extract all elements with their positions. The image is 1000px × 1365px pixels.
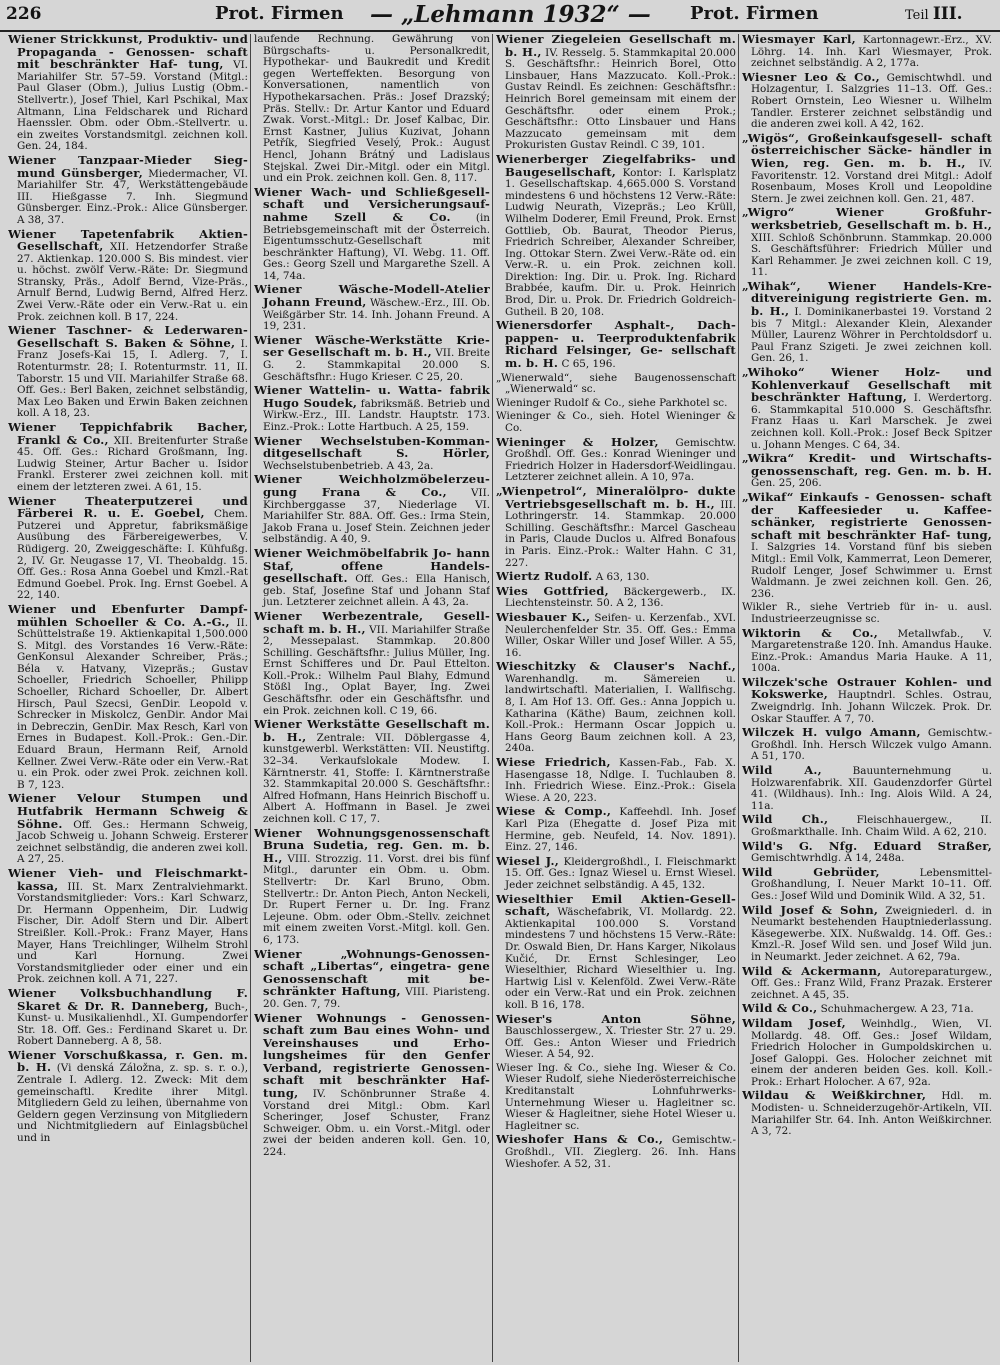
firm-name: Wiener Wohnungsgenossenschaft Bruna Sudetia, reg. Gen. m. b. H., — [254, 825, 490, 865]
directory-entry — [742, 674, 992, 725]
directory-columns — [0, 34, 1000, 1362]
directory-entry — [742, 34, 992, 70]
volume-prefix: Teil — [905, 8, 929, 23]
firm-details: XII. Breitenfurter Straße 45. Off. Ges.: Richard Großmann, Ing. Ludwig Steiner, Artur Bacher u. Isidor Frankl. Ersterer zwei zeichnen koll. mit einem der letzteren zwei. A 61, 15. — [17, 434, 248, 493]
firm-name: Wiener Strickkunst, Produktiv- und Propaganda - Genossen- schaft mit beschränkter Haf- tung, — [8, 34, 248, 72]
firm-name: Wiener Volksbuchhandlung F. Skaret & Dr. R. Danneberg, — [8, 985, 248, 1013]
firm-name: Wiesbauer K., — [496, 609, 591, 624]
directory-entry — [496, 571, 736, 584]
firm-details: Kassen-Fab., Fab. X. Hasengasse 18, Ndlge. I. Tuchlauben 8. Inh. Friedrich Wiese. Einz.-Prok.: Gisela Wiese. A 20, 223. — [505, 757, 736, 804]
firm-name: Wiener Weichholzmöbelerzeu- gung Frana & Co., — [254, 472, 490, 499]
page-header — [0, 0, 1000, 32]
column-2 — [254, 34, 490, 1362]
directory-entry — [8, 325, 248, 420]
directory-entry — [742, 727, 992, 763]
firm-details: VII. Kirchberggasse 37, Niederlage VI. Mariahilfer Str. 88A. Off. Ges.: Irma Stein, Jakob Frana u. Josef Stein. Zeichnen jeder selbständig. A 40, 9. — [263, 486, 490, 546]
directory-entry — [742, 765, 992, 812]
firm-name: Wilczek'sche Ostrauer Kohlen- und Kokswerke, — [742, 674, 992, 702]
directory-entry — [8, 601, 248, 792]
firm-name: Wiener Wäsche-Modell-Atelier Johann Freund, — [254, 282, 490, 310]
firm-name: Wild Josef & Sohn, — [742, 902, 879, 917]
firm-details: A 63, 130. — [595, 571, 650, 584]
running-head-center: — „Lehmann 1932“ — — [370, 1, 651, 28]
page-number: 226 — [6, 4, 42, 24]
firm-name: Wieschitzky & Clauser's Nachf., — [496, 659, 736, 674]
directory-entry — [742, 838, 992, 865]
volume-number: III. — [932, 4, 963, 24]
directory-entry — [496, 661, 736, 755]
firm-name: Wiener Werbezentrale, Gesell- schaft m. b. H., — [254, 608, 490, 636]
directory-entry — [8, 226, 248, 324]
firm-name: „Wikaf“ Einkaufs - Genossen- schaft der Kaffeesieder u. Kaffee- schänker, registrierte Genossen- schaft mit beschränkter Haf- tung, — [742, 489, 992, 542]
firm-name: Wiertz Rudolf. — [496, 569, 593, 584]
directory-entry — [254, 474, 490, 546]
firm-details: VIII. Piaristeng. 20. Gen. 7, 79. — [263, 986, 490, 1010]
directory-entry — [496, 398, 736, 410]
directory-entry — [496, 806, 736, 853]
directory-entry — [742, 1015, 992, 1089]
directory-entry — [742, 1090, 992, 1137]
directory-entry — [8, 422, 248, 494]
running-head-left: Prot. Firmen — [215, 3, 344, 24]
firm-details: Wieninger & Co., sieh. Hotel Wieninger & Co. — [496, 410, 736, 434]
directory-entry — [496, 483, 736, 569]
directory-entry — [254, 946, 490, 1011]
directory-entry — [742, 489, 992, 600]
firm-details: Kleidergroßhdl., I. Fleischmarkt 15. Off. Ges.: Ignaz Wiesel u. Ernst Wiesel. Jeder zeichnet selbständig. A 45, 132. — [505, 855, 736, 891]
firm-name: „Wienpetrol“, Mineralölpro- dukte Vertriebsgesellschaft m. b. H., — [496, 483, 736, 511]
firm-name: „Wihoko“ Wiener Holz- und Kohlenverkauf Gesellschaft mit beschränkter Haftung, — [742, 365, 992, 405]
firm-details: I. Werdertorg. 6. Stammkapital 510.000 S. Geschäftsfhr. Franz Haas u. Karl Marschek. Je zwei zeichnen koll. Koll.-Prok.: Josef Beck Spitzer u. Johann Menges. C 64, 34. — [751, 392, 992, 451]
directory-entry — [742, 453, 992, 490]
firm-name: Wild & Ackermann, — [742, 963, 882, 978]
firm-name: Wiesner Leo & Co., — [742, 69, 880, 84]
directory-entry — [742, 963, 992, 1002]
firm-details: Buch-, Kunst- u. Musikalienhdl., XI. Gumpendorfer Str. 18. Off. Ges.: Ferdinand Skaret u. Dr. Robert Danneberg. A 8, 58. — [17, 1000, 248, 1048]
firm-details: Zweigniederl. d. in Neumarkt bestehenden Hauptniederlassung. Käsegewerbe. XIX. Nußwaldg. 14. Off. Ges.: Kmzl.-R. Josef Wild sen. und Josef Wild jun. in Neumarkt. Jeder zeichnet. A 62, 79a. — [751, 904, 992, 963]
directory-entry — [254, 332, 490, 383]
directory-entry — [8, 34, 248, 153]
directory-entry — [8, 1047, 248, 1145]
firm-details: Wäschew.-Erz., III. Ob. Weißgärber Str. 14. Inh. Johann Freund. A 19, 231. — [263, 297, 490, 333]
directory-entry — [742, 69, 992, 131]
volume-label — [905, 4, 963, 24]
directory-entry — [254, 545, 490, 609]
firm-details: VI. Mariahilfer Str. 57–59. Vorstand (Mitgl.: Paul Glaser (Obm.), Julius Lustig (Obm.-Stellvertr.), Josef Thiel, Karl Pschikal, Max Altmann, Lina Feldscharek und Richard Haenssler. Obm. oder Obm.-Stellvertr. u. ein zweites Vorstandsmitgl. zeichnen koll. Gen. 24, 184. — [17, 59, 248, 153]
firm-details: I. Salzgries 14. Vorstand fünf bis sieben Mitgl.: Emil Volk, Kammerrat, Leon Demerer, Rudolf Lenger, Josef Schwimmer u. Ernst Waldmann. Je zwei zeichnen koll. Gen. 26, 236. — [751, 541, 992, 600]
firm-name: Wiener „Wohnungs-Genossen- schaft „Libertas“, eingetra- gene Genossenschaft mit be- schränkter Haftung, — [254, 946, 490, 999]
firm-details: Warenhandlg. m. Sämereien u. landwirtschaftl. Materialien, I. Wallfischg. 8, I. Am Hof 13. Off. Ges.: Anna Joppich u. Katharina (Käthe) Baum, zeichnen koll. Koll.-Prok.: Hermann Oscar Joppich u. Hans Georg Baum zeichnen koll. A 23, 240a. — [505, 672, 736, 755]
column-3 — [496, 34, 736, 1362]
directory-entry — [742, 207, 992, 279]
directory-entry — [496, 757, 736, 804]
firm-details: Kartonnagewr.-Erz., XV. Löhrg. 14. Inh. Karl Wiesmayer, Prok. zeichnet selbständig. A 2, 177a. — [751, 34, 992, 70]
directory-entry — [254, 825, 490, 947]
firm-details: Seifen- u. Kerzenfab., XVI. Neulerchenfelder Str. 35. Off. Ges.: Emma Willer, Oskar Willer und Josef Willer. A 55, 16. — [505, 611, 736, 659]
firm-details: Bauunternehmung u. Holzwarenfabrik. XII. Gaudenzdorfer Gürtel 41. (Wildhaus). Inh.: Ing. Alois Wild. A 24, 11a. — [751, 765, 992, 812]
firm-name: Wiener Vorschußkassa, r. Gen. m. b. H. — [8, 1047, 248, 1075]
firm-name: Wild Gebrüder, — [742, 864, 880, 879]
column-4 — [742, 34, 992, 1362]
firm-name: Wildam Josef, — [742, 1015, 846, 1030]
firm-details: Wieninger Rudolf & Co., siehe Parkhotel sc. — [496, 396, 728, 409]
firm-name: „Wihak“, Wiener Handels-Kre- ditvereinigung registrierte Gen. m. b. H., — [742, 278, 992, 319]
firm-details: Gemischtw.-Großhdl., VII. Zieglerg. 26. Inh. Hans Wieshofer. A 52, 31. — [505, 1134, 736, 1170]
firm-name: Wiener Vieh- und Fleischmarkt- kassa, — [8, 865, 248, 893]
firm-name: Wiesel J., — [496, 853, 559, 868]
firm-details: Wikler R., siehe Vertrieb für in- u. ausl. Industrieerzeugnisse sc. — [742, 601, 992, 625]
firm-name: Wiesmayer Karl, — [742, 34, 856, 46]
firm-details: Lebensmittel-Großhandlung, I. Neuer Markt 10–11. Off. Ges.: Josef Wild und Dominik Wild. A 32, 51. — [751, 866, 992, 902]
firm-details: Gemischtwrhdlg. A 14, 248a. — [751, 852, 905, 865]
firm-details: Bauschlossergew., X. Triester Str. 27 u. 29. Off. Ges.: Anton Wieser und Friedrich Wieser. A 54, 92. — [505, 1025, 736, 1061]
firm-name: Wildau & Weißkirchner, — [742, 1088, 927, 1103]
firm-details: II. Schüttelstraße 19. Aktienkapital 1,500.000 S. Mitgl. des Vorstandes 16 Verw.-Räte: GenKonsul Alexander Schreiber, Präs.; Béla v. Hatvany, Vizepräs.; Gustav Schoeller, Friedrich Schoeller, Philipp Schoeller, Richard Schoeller, Dr. Albert Hirsch, Paul Szecsi, GenDir. Leopold v. Schrecker in Miskolcz, GenDir. Andor Mai in Debreczin, GenDir. Max Resch, Karl von Ernes in Budapest. Koll.-Prok.: Gen.-Dir. Eduard Braun, Hermann Reif, Arnold Kellner. Zwei Verw.-Räte oder ein Verw.-Rat u. ein Prok. oder zwei Prok. zeichnen koll. B 7, 123. — [17, 616, 248, 791]
firm-details: Off. Ges.: Hermann Schweig, Jacob Schweig u. Johann Schweig. Ersterer zeichnet selbständig, die anderen zwei koll. A 27, 25. — [17, 818, 248, 866]
firm-name: Wiener Werkstätte Gesellschaft m. b. H., — [254, 717, 490, 744]
firm-details: Wieser Ing. & Co., siehe Ing. Wieser & Co. Wieser Rudolf, siehe Niederösterreichische Kreditanstalt Lohnfuhrwerks-Unternehmung Wieser u. Hagleitner sc. Wieser & Hagleitner, siehe Hotel Wieser u. Hagleitner sc. — [496, 1061, 736, 1132]
firm-details: III. Lothringerstr. 14. Stammkap. 20.000 Schilling. Geschäftsfhr.: Marcel Gascheau in Paris, Claude Duclos u. Alfred Bonafous in Paris. Einz.-Prok.: Walter Hahn. C 31, 227. — [505, 498, 736, 569]
firm-name: „Wikra“ Kredit- und Wirtschafts- genossenschaft, reg. Gen. m. b. H. — [742, 451, 992, 478]
firm-name: Wiener und Ebenfurter Dampf- mühlen Schoeller & Co. A.-G., — [8, 601, 248, 629]
directory-entry — [8, 152, 248, 227]
directory-entry — [742, 1003, 992, 1016]
firm-name: Wilczek H. vulgo Amann, — [742, 725, 921, 740]
firm-name: Wiener Wechselstuben-Komman- ditgesellschaft S. Hörler, — [254, 433, 490, 461]
firm-details: C 65, 196. — [561, 358, 616, 371]
firm-details: XIII. Schloß Schönbrunn. Stammkap. 20.000 S. Geschäftsführer: Friedrich Müller und Karl Rehammer. Je zwei zeichnen koll. C 19, 11. — [751, 231, 992, 279]
firm-name: Wild & Co., — [742, 1001, 818, 1016]
firm-name: Wiener Teppichfabrik Bacher, Frankl & Co., — [8, 420, 248, 447]
directory-entry — [496, 891, 736, 1012]
firm-details: Metallwfab., V. Margaretenstraße 120. Inh. Amandus Hauke. Einz.-Prok.: Amandus Maria Hauke. A 11, 100a. — [751, 627, 992, 675]
firm-details: Wäschefabrik, VI. Mollardg. 22. Aktienkapital 100.000 S. Vorstand mindestens 7 und höchstens 15 Verw.-Räte: Dr. Oswald Bien, Dr. Hans Karger, Nikolaus Kučić, Dr. Ernst Schlesinger, Leo Wieselthier, Richard Wieselthier u. Ing. Hartwig Lisl v. Kelenföld. Zwei Verw.-Räte oder ein Verw.-Rat und ein Prok. zeichnen koll. B 16, 178. — [505, 906, 736, 1011]
directory-entry — [496, 320, 736, 370]
firm-name: Wiener Wäsche-Werkstätte Krie- ser Gesellschaft m. b. H., — [254, 332, 490, 360]
firm-name: Wild A., — [742, 763, 822, 778]
firm-details: I. Dominikanerbastei 19. Vorstand 2 bis 7 Mitgl.: Alexander Klein, Alexander Müller, Laurenz Wöhrer in Perchtoldsdorf u. Paul Franz Szigeti. Je zwei zeichnen koll. Gen. 26, 1. — [751, 306, 992, 365]
directory-entry — [742, 278, 992, 365]
firm-details: Kaffeehdl. Inh. Josef Karl Piza (Ehegatte d. Josef Piza mit Hermine, geb. Neufeld, 14. Nov. 1891). Einz. 27, 146. — [505, 806, 736, 854]
directory-entry — [496, 1011, 736, 1061]
firm-details: Zentrale: VII. Döblergasse 4, kunstgewerbl. Werkstätten: VII. Neustiftg. 32–34. Verkaufslokale Modew. I. Kärntnerstr. 41, Stoffe: I. Kärntnerstraße 32. Stammkapital 20.000 S. Geschäftsfhr.: Alfred Hofmann, Hans Heinrich Bischoff u. Albert A. Hoffmann in Basel. Je zwei zeichnen koll. C 17, 7. — [263, 731, 490, 825]
firm-details: Gen. 25, 206. — [751, 477, 822, 490]
firm-details: Off. Ges.: Ella Hanisch, geb. Staf, Josefine Staf und Johann Staf jun. Letzterer zeichnet allein. A 43, 2a. — [263, 573, 490, 609]
firm-name: Wiener Tanzpaar-Mieder Sieg- mund Günsberger, — [8, 152, 248, 180]
firm-details: Wechselstubenbetrieb. A 43, 2a. — [263, 459, 434, 472]
firm-name: Wiener Theaterputzerei und Färberei R. u. E. Goebel, — [8, 493, 248, 521]
firm-details: Miedermacher, VI. Mariahilfer Str. 47, Werkstättengebäude III. Hießgasse 7. Inh. Siegmund Günsberger. Einz.-Prok.: Alice Günsberger. A 38, 37. — [17, 167, 248, 226]
firm-details: IV. Resselg. 5. Stammkapital 20.000 S. Geschäftsfhr.: Heinrich Borel, Otto Linsbauer, Hans Mazzucato. Koll.-Prok.: Gustav Reindl. Es zeichnen: Geschäftsfhr.: Heinrich Borel gemeinsam mit einem der Geschäftsfhr. oder einem Prok.; Geschäftsfhr.: Otto Linsbauer und Hans Mazzucato gemeinsam mit dem Prokuristen Gustav Reindl. C 39, 101. — [505, 46, 736, 152]
directory-entry — [742, 902, 992, 964]
firm-details: „Wienerwald“, siehe Baugenossenschaft „Wienerwald“ sc. — [496, 371, 736, 396]
firm-name: Wiener Wattelin- u. Watta- fabrik Hugo Soudek, — [254, 383, 490, 410]
firm-name: Wieselthier Emil Aktien-Gesell- schaft, — [496, 891, 736, 919]
firm-details: Hdl. m. Modisten- u. Schneiderzugehör-Artikeln, VII. Mariahilfer Str. 64. Inh. Anton Weißkirchner. A 3, 72. — [751, 1090, 992, 1138]
directory-entry — [742, 814, 992, 838]
firm-name: Wienerberger Ziegelfabriks- und Baugesellschaft, — [496, 151, 736, 179]
firm-details: laufende Rechnung. Gewährung von Bürgschafts- u. Personalkredit, Hypothekar- und Baukredit und Kredit gegen Werteffekten. Besorgung von Konversationen, namentlich von Hypothekarsachen. Präs.: Josef Drazský; Präs. Stellv.: Dr. Artur Kantor und Eduard Zwak. Vorst.-Mitgl.: Dr. Josef Kalbac, Dir. Ernst Kastner, Julius Kuzivat, Johann Petřík, Siegfried Veselý, Prok.: August Hencl, Johann Brátný und Ladislaus Stejskal. Zwei Dir.-Mitgl. oder ein Mitgl. und ein Prok. zeichnen koll. Gen. 8, 117. — [254, 34, 490, 185]
firm-name: Wiener Wohnungs - Genossen- schaft zum Bau eines Wohn- und Vereinshauses und Erho- lungsheimes für den Genfer Verband, registrierte Genossen- schaft mit beschränkter Haf- tung, — [254, 1010, 490, 1101]
firm-details: XII. Hetzendorfer Straße 27. Aktienkap. 120.000 S. Bis mindest. vier u. höchst. zwölf Verw.-Räte: Dr. Siegmund Stransky, Präs., Adolf Bernd, Vize-Präs., Arnulf Bernd, Ludwig Bernd, Alfred Herz. Zwei Verw.-Räte oder ein Verw.-Rat u. ein Prok. zeichnen koll. B 17, 224. — [17, 241, 248, 323]
firm-name: Wienersdorfer Asphalt-, Dach- pappen- u. Teerproduktenfabrik Richard Felsinger, Ge- sellschaft m. b. H. — [496, 318, 736, 371]
firm-details: fabriksmäß. Betrieb und Wirkw.-Erz., III. Landstr. Hauptstr. 173. Einz.-Prok.: Lotte Hartbuch. A 25, 159. — [263, 397, 490, 433]
firm-name: Wiktorin & Co., — [742, 625, 879, 640]
directory-entry — [254, 385, 490, 433]
directory-entry — [254, 433, 490, 473]
firm-name: Wiese & Comp., — [496, 804, 612, 819]
directory-entry — [254, 719, 490, 825]
firm-name: Wiener Velour Stumpen und Hutfabrik Hermann Schweig & Söhne. — [8, 791, 248, 831]
firm-details: Gemischtwhdl. und Holzagentur, I. Salzgries 11–13. Off. Ges.: Robert Ornstein, Leo Wiesner u. Wilhelm Tandler. Ersterer zeichnet selbständig und die anderen zwei koll. A 42, 162. — [751, 71, 992, 131]
firm-name: Wieninger & Holzer, — [496, 434, 659, 449]
directory-entry — [496, 1063, 736, 1133]
firm-name: Wild Ch., — [742, 812, 829, 827]
directory-entry — [496, 853, 736, 892]
directory-entry — [254, 1010, 490, 1159]
column-1 — [8, 34, 248, 1362]
directory-entry — [496, 34, 736, 152]
firm-details: (Vi denská Záložna, z. sp. s. r. o.), Zentrale I. Adlerg. 12. Zweck: Mit dem gemeinschaftl. Kredite ihrer Mitgl. Mitgliedern Geld zu leihen, übernahme von Geldern gegen Verzinsung von Mitgliedern und Nichtmitgliedern auf Einlagsbüchel und in — [17, 1062, 248, 1145]
firm-name: „Wigös“, Großeinkaufsgesell- schaft österreichischer Säcke- händler in Wien, reg. Gen. m. b. H., — [742, 130, 992, 170]
firm-name: Wiener Ziegeleien Gesellschaft m. b. H., — [496, 34, 736, 59]
firm-details: Autoreparaturgew., Off. Ges.: Franz Wild, Franz Prazak. Ersterer zeichnet. A 45, 35. — [751, 965, 992, 1001]
firm-details: I. Franz Josefs-Kai 15, I. Adlerg. 7, I. Rotenturmstr. 28; I. Rotenturmstr. 11, II. Taborstr. 15 und VII. Mariahilfer Straße 68. Off. Ges.: Berl Baken, zeichnet selbständig, Max Leo Baken und Erwin Baken zeichnen koll. A 18, 23. — [17, 337, 248, 420]
directory-entry — [8, 865, 248, 986]
directory-entry — [496, 609, 736, 659]
firm-details: IV. Favoritenstr. 12. Vorstand drei Mitgl.: Adolf Rosenbaum, Moses Kroll und Leopoldine Stern. Je zwei zeichnen koll. Gen. 21, 487. — [751, 157, 992, 205]
firm-details: VII. Breite G. 2. Stammkapital 20.000 S. Geschäftsfhr.: Hugo Krieser. C 25, 20. — [263, 347, 490, 383]
directory-entry — [742, 367, 992, 451]
firm-name: Wiener Tapetenfabrik Aktien- Gesellschaft, — [8, 226, 248, 254]
firm-name: Wiener Taschner- & Lederwaren- Gesellschaft S. Baken & Söhne, — [8, 323, 248, 350]
firm-details: Gemischtw. Großhdl. Off. Ges.: Konrad Wieninger und Friedrich Holzer in Hadersdorf-Weidlingau. Letzterer zeichnet allein. A 10, 97a. — [505, 436, 736, 484]
firm-details: Fleischhauergew., II. Großmarkthalle. Inh. Chaim Wild. A 62, 210. — [751, 814, 992, 838]
firm-details: VIII. Strozzig. 11. Vorst. drei bis fünf Mitgl., darunter ein Obm. u. Obm. Stellvertr: Dr. Karl Bruno, Obm. Stellvertr.: Dr. Anton Piech, Anton Neckeli, Dr. Rupert Ferner u. Dr. Ing. Franz Lejeune. Obm. oder Obm.-Stellv. zeichnet mit einem zweiten Vorst.-Mitgl. koll. Gen. 6, 173. — [263, 852, 490, 946]
directory-entry — [742, 130, 992, 206]
directory-entry — [254, 284, 490, 332]
directory-entry — [496, 411, 736, 434]
firm-name: Wies Gottfried, — [496, 583, 609, 598]
firm-details: Kontor: I. Karlsplatz 1. Gesellschaftskap. 4,665.000 S. Vorstand mindestens 6 und höchstens 12 Verw.-Räte: Ludwig Neurath, Vizepräs.; Leo Krüll, Wilhelm Doderer, Emil Freund, Prok. Ernst Gottlieb, Ob. Baurat, Theodor Pierus, Friedrich Schreiber, Alexander Schreiber, Ing. Ottokar Stern. Zwei Verw.-Räte od. ein Verw.-R. u. ein Prok. zeichnen koll. Direktion: Ing. Dir. u. Prok. Ing. Richard Brabbée, kaufm. Dir. u. Prok. Heinrich Brod, Dir. u. Prok. Dr. Friedrich Goldreich-Gutheil. B 20, 108. — [505, 166, 736, 318]
firm-details: Gemischtw.-Großhdl. Inh. Hersch Wilczek vulgo Amann. A 51, 170. — [751, 727, 992, 763]
directory-entry — [742, 864, 992, 903]
running-head-right: Prot. Firmen — [690, 3, 819, 24]
directory-entry — [254, 184, 490, 283]
firm-name: Wiener Wach- und Schließgesell- schaft und Versicherungsauf- nahme Szell & Co. — [254, 184, 490, 224]
directory-entry — [742, 602, 992, 625]
firm-details: VII. Mariahilfer Straße 2, Messepalast. Stammkap. 20.800 Schilling. Geschäftsfhr.: Julius Müller, Ing. Ernst Schifferes und Dr. Paul Ettelton. Koll.-Prok.: Wilhelm Paul Blahy, Edmund Stößl Ing., Oplat Bayer, Ing. Zwei Geschäftsfhr. oder ein Geschäftsfhr. und ein Prok. zeichnen koll. C 19, 66. — [263, 623, 490, 717]
firm-details: IV. Schönbrunner Straße 4. Vorstand drei Mitgl.: Obm. Karl Scheringer, Josef Schuster, Franz Schweiger. Obm. u. ein Vorst.-Mitgl. oder zwei der beiden anderen koll. Gen. 10, 224. — [263, 1088, 490, 1159]
firm-details: Bäckergewerb., IX. Liechtensteinstr. 50. A 2, 136. — [505, 585, 736, 610]
firm-name: Wiener Weichmöbelfabrik Jo- hann Staf, offene Handels- gesellschaft. — [254, 545, 490, 586]
directory-entry — [8, 493, 248, 602]
firm-details: Weinhdlg., Wien, VI. Mollardg. 48. Off. Ges.: Josef Wildam, Friedrich Holocher in Gumpoldskirchen u. Josef Galoppi. Ges. Holocher zeichnet mit einem der anderen beiden Ges. koll. Koll.-Prok.: Erhart Holocher. A 67, 92a. — [751, 1017, 992, 1088]
directory-entry — [8, 793, 248, 866]
directory-entry — [254, 608, 490, 717]
firm-details: Schuhmachergew. A 23, 71a. — [820, 1003, 974, 1016]
firm-details: (in Betriebsgemeinschaft mit der Österreich. Eigentumsschutz-Gesellschaft mit beschränkter Haftung), VI. Webg. 11. Off. Ges.: Georg Szell und Margarethe Szell. A 14, 74a. — [263, 211, 490, 282]
directory-entry — [496, 373, 736, 396]
firm-name: Wieshofer Hans & Co., — [496, 1132, 664, 1147]
firm-name: Wieser's Anton Söhne, — [496, 1011, 736, 1026]
directory-entry — [254, 34, 490, 185]
directory-entry — [496, 151, 736, 318]
firm-name: Wiese Friedrich, — [496, 755, 611, 770]
firm-name: „Wigro“ Wiener Großfuhr- werksbetrieb, Gesellschaft m. b. H., — [742, 205, 992, 232]
directory-entry — [496, 583, 736, 610]
firm-name: Wild's G. Nfg. Eduard Straßer, — [742, 838, 992, 853]
firm-details: Hauptndrl. Schles. Ostrau, Zweigndrlg. Inh. Johann Wilczek. Prok. Dr. Oskar Stauffer. A 7, 70. — [751, 689, 992, 725]
firm-details: Chem. Putzerei und Appretur, fabriksmäßige Ausübung des Färbereigewerbes, V. Rüdigerg. 20, Zweiggeschäfte: I. Kühfußg. 2, IV. Gr. Neugasse 17, VI. Theobaldg. 15. Off. Ges.: Rosa Anna Goebel und Kmzl.-Rat Edmund Goebel. Prok. Ing. Ernst Goebel. A 22, 140. — [17, 508, 248, 602]
directory-entry — [496, 1134, 736, 1170]
directory-entry — [742, 625, 992, 675]
firm-details: III. St. Marx Zentralviehmarkt. Vorstandsmitglieder: Vors.: Karl Schwarz, Dr. Hermann Oppenheim, Dir. Ludwig Fischer, Dir. Adolf Stern und Dir. Albert Streißler. Koll.-Prok.: Franz Mayer, Hans Mayer, Hans Treichlinger, Wilhelm Strohl und Karl Hornung. Zwei Vorstandsmitglieder oder einer und ein Prok. zeichnen koll. A 71, 227. — [17, 880, 248, 986]
directory-entry — [496, 434, 736, 484]
directory-entry — [8, 985, 248, 1048]
